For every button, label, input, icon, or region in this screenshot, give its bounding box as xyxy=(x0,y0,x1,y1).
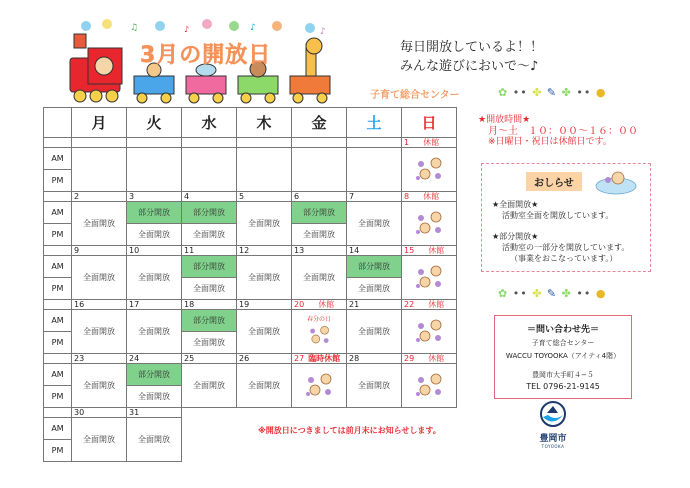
closed-label: 休館 xyxy=(423,138,440,147)
full-open-cell: 全面開放 xyxy=(237,364,292,408)
notice-box xyxy=(481,163,651,272)
partial-open-title: ★部分開放★ xyxy=(492,232,539,241)
full-open-cell: 全面開放 xyxy=(182,224,237,246)
fairy-illustration-icon xyxy=(412,208,446,238)
decoration-row-top: ✿ •• ✤ ✎ ✤ •• ● xyxy=(498,86,607,99)
butterfly-icon: ✿ xyxy=(498,287,509,300)
full-open-cell: 全面開放 xyxy=(237,256,292,300)
fairy-illustration-icon xyxy=(302,323,336,347)
closed-day-cell xyxy=(402,202,457,246)
date-row xyxy=(44,138,457,148)
clover-icon: ✤ xyxy=(561,86,572,99)
holiday-name: 春分の日 xyxy=(306,316,331,323)
full-open-cell: 全面開放 xyxy=(72,418,127,462)
full-open-cell: 全面開放 xyxy=(72,310,127,354)
flower-icon xyxy=(81,19,315,33)
closed-day-cell xyxy=(402,256,457,300)
date-row: 30 31 xyxy=(44,408,457,418)
svg-text:♫: ♫ xyxy=(130,23,139,33)
svg-text:♪: ♪ xyxy=(320,27,326,37)
am-label: AM xyxy=(44,148,72,170)
svg-text:♪: ♪ xyxy=(250,23,256,33)
weekday-tue: 火 xyxy=(127,108,182,138)
partial-open-desc: 活動室の一部分を開放しています。 xyxy=(502,243,630,252)
pm-label: PM xyxy=(44,170,72,192)
partial-open-cell: 部分開放 xyxy=(347,256,402,278)
closed-day-cell xyxy=(402,148,457,192)
fairy-illustration-icon xyxy=(412,370,446,400)
contact-org: 子育て総合センター xyxy=(531,339,595,347)
tagline-line-1: 毎日開放しているよ！！ xyxy=(400,40,544,55)
clover-icon: ✤ xyxy=(561,287,572,300)
contact-address: 豊岡市大手町４−５ xyxy=(532,371,594,379)
city-logo xyxy=(538,401,568,449)
contact-title: ＝問い合わせ先＝ xyxy=(526,325,599,335)
full-open-cell: 全面開放 xyxy=(127,310,182,354)
crayon-icon: ✎ xyxy=(546,287,558,300)
weekday-fri: 金 xyxy=(292,108,347,138)
decoration-row-bottom: ✿ •• ✤ ✎ ✤ •• ● xyxy=(498,287,607,300)
corner-cell xyxy=(44,108,72,138)
logo-name-jp: 豊岡市 xyxy=(539,434,567,444)
crayon-icon: ✎ xyxy=(546,86,558,99)
weekday-sat: 土 xyxy=(347,108,402,138)
tagline xyxy=(400,38,543,76)
date-row: 9 10 11 12 13 14 15 休館 xyxy=(44,246,457,256)
toyooka-emblem-icon xyxy=(540,401,566,427)
full-open-cell: 全面開放 xyxy=(347,278,402,300)
closed-day-cell xyxy=(292,364,347,408)
tagline-line-2: みんな遊びにおいで〜♪ xyxy=(400,59,539,74)
weekday-mon: 月 xyxy=(72,108,127,138)
full-open-cell: 全面開放 xyxy=(237,310,292,354)
calendar-table: 月 火 水 木 金 土 日 1 休館 AM PM 2 3 4 5 6 7 8 休館 AM 全面開放 部分開放 部分開放 全面開放 部分開放 全面開放 PM 全面開放 全面開放 全面開放 9 10 11 12 13 14 15 休館 AM 全面開放 全面開放 部分開放 全面開放 全面開放 部分開放 PM 全面開放 全面開放 16 17 18 19 20 休館 21 22 休館 AM 全面開放 全面開放 部分開放 全面開放 春分の日 全面開放 PM 全面開放 23 24 25 26 27 臨時休館 28 29 休館 AM 全面開放 部分開放 全面開放 全面開放 全面開放 PM 全面開放 30 31 AM 全面開放 全面開放 PM xyxy=(43,107,457,462)
clover-icon: ✤ xyxy=(532,287,543,300)
hours-title: ★開放時間★ xyxy=(478,115,531,125)
partial-open-note: （事業をおこなっています。） xyxy=(510,254,618,263)
full-open-cell: 全面開放 xyxy=(237,202,292,246)
weekday-sun: 日 xyxy=(402,108,457,138)
full-open-cell: 全面開放 xyxy=(292,224,347,246)
full-open-title: ★全面開放★ xyxy=(492,200,539,209)
bee-icon: ● xyxy=(595,86,607,99)
svg-text:♪: ♪ xyxy=(184,25,190,34)
closed-day-cell xyxy=(402,364,457,408)
closed-day-cell xyxy=(402,310,457,354)
temp-closed-label: 臨時休館 xyxy=(308,354,341,363)
notice-title: おしらせ xyxy=(526,172,582,191)
date-row: 16 17 18 19 20 休館 21 22 休館 xyxy=(44,300,457,310)
full-open-cell: 全面開放 xyxy=(182,332,237,354)
center-name: 子育て総合センター xyxy=(370,90,460,101)
weekday-thu: 木 xyxy=(237,108,292,138)
full-open-cell: 全面開放 xyxy=(127,224,182,246)
full-open-cell: 全面開放 xyxy=(347,310,402,354)
full-open-cell: 全面開放 xyxy=(127,418,182,462)
full-open-cell: 全面開放 xyxy=(72,256,127,300)
fairy-illustration-icon xyxy=(412,316,446,346)
partial-open-cell: 部分開放 xyxy=(127,364,182,386)
holiday-cell xyxy=(292,310,347,354)
full-open-cell: 全面開放 xyxy=(292,256,347,300)
full-open-cell: 全面開放 xyxy=(72,364,127,408)
full-open-cell: 全面開放 xyxy=(127,256,182,300)
full-open-cell: 全面開放 xyxy=(182,364,237,408)
footnote: ※開放日につきましては前月末にお知らせします。 xyxy=(258,426,441,435)
notice-body xyxy=(492,199,629,264)
full-open-cell: 全面開放 xyxy=(182,278,237,300)
date-cell: 1 休館 xyxy=(402,138,457,148)
partial-open-cell: 部分開放 xyxy=(182,256,237,278)
fairy-illustration-icon xyxy=(412,262,446,292)
partial-open-cell: 部分開放 xyxy=(182,310,237,332)
full-open-cell: 全面開放 xyxy=(127,386,182,408)
contact-box xyxy=(494,315,632,399)
opening-hours xyxy=(478,115,638,148)
date-row: 23 24 25 26 27 臨時休館 28 29 休館 xyxy=(44,354,457,364)
full-open-cell: 全面開放 xyxy=(72,202,127,246)
hours-time: 月〜土 １０：００〜１６：００ xyxy=(488,126,638,137)
weekday-header-row xyxy=(44,108,457,138)
weekday-wed: 水 xyxy=(182,108,237,138)
clover-icon: ✤ xyxy=(532,86,543,99)
contact-facility: WACCU TOYOOKA（アイティ4階） xyxy=(505,352,621,360)
fairy-illustration-icon xyxy=(302,370,336,400)
bee-icon: ● xyxy=(595,287,607,300)
fairy-cloud-icon xyxy=(594,168,640,200)
date-row: 2 3 4 5 6 7 8 休館 xyxy=(44,192,457,202)
full-open-cell: 全面開放 xyxy=(347,202,402,246)
partial-open-cell: 部分開放 xyxy=(182,202,237,224)
partial-open-cell: 部分開放 xyxy=(292,202,347,224)
full-open-desc: 活動室全面を開放しています。 xyxy=(502,211,614,220)
fairy-illustration-icon xyxy=(412,154,446,184)
partial-open-cell: 部分開放 xyxy=(127,202,182,224)
full-open-cell: 全面開放 xyxy=(347,364,402,408)
butterfly-icon: ✿ xyxy=(498,86,509,99)
page-title: 3月の開放日 xyxy=(140,43,272,68)
hours-note: ※日曜日・祝日は休館日です。 xyxy=(488,137,612,147)
logo-name-en: TOYOOKA xyxy=(541,444,565,449)
contact-tel: TEL 0796-21-9145 xyxy=(526,382,600,391)
